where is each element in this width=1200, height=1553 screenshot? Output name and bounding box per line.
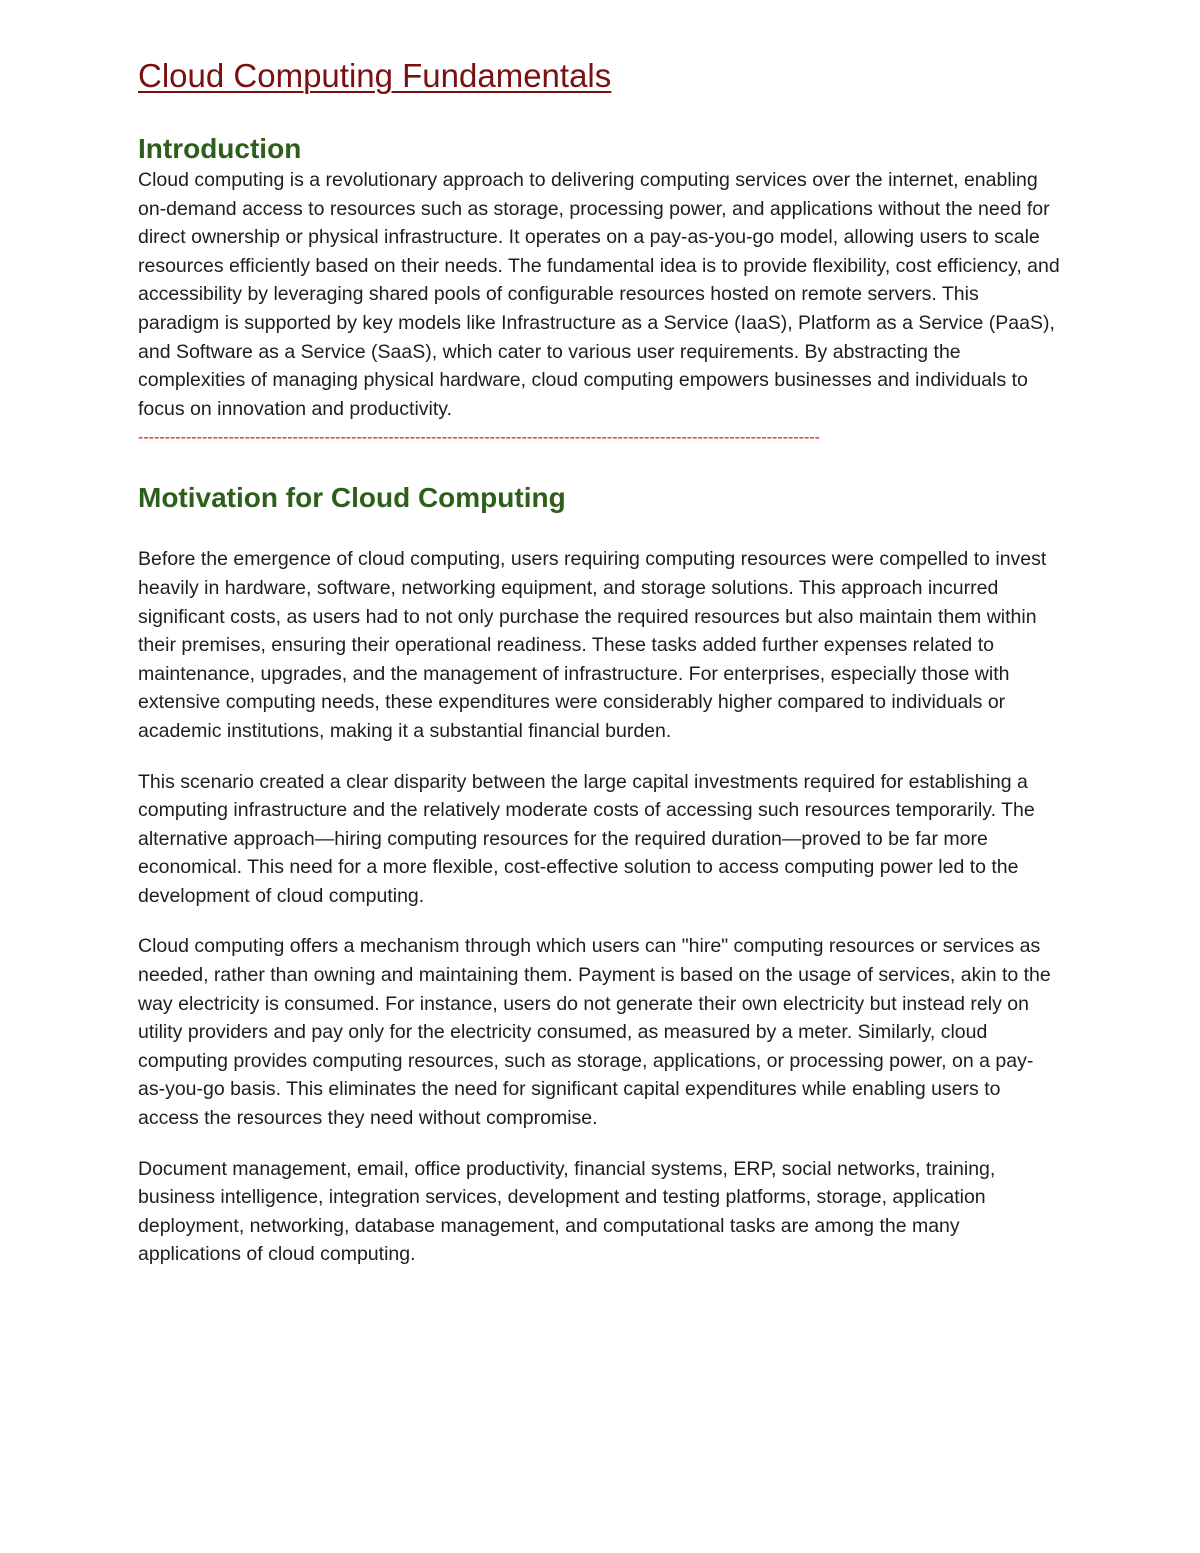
section-divider: -------------------------------------------------------------------------------------------------------------------------------- bbox=[138, 429, 820, 447]
motivation-heading: Motivation for Cloud Computing bbox=[138, 482, 566, 514]
motivation-paragraph-1: Before the emergence of cloud computing, users requiring computing resources were compelled to invest heavily in hardware, software, networking equipment, and storage solutions. This approach incurred significant costs, as users had to not only purchase the required resources but also maintain them within their premises, ensuring their operational readiness. These tasks added further expenses related to maintenance, upgrades, and the management of infrastructure. For enterprises, especially those with extensive computing needs, these expenditures were considerably higher compared to individuals or academic institutions, making it a substantial financial burden. bbox=[138, 548, 1047, 742]
motivation-paragraph-4: Document management, email, office productivity, financial systems, ERP, social networks, training, business intelligence, integration services, development and testing platforms, storage, application deployment, networking, database management, and computational tasks are among the many applications of cloud computing. bbox=[138, 1157, 996, 1266]
introduction-paragraph: Cloud computing is a revolutionary approach to delivering computing services over the internet, enabling on-demand access to resources such as storage, processing power, and applications without the need for direct ownership or physical infrastructure. It operates on a pay-as-you-go model, allowing users to scale resources efficiently based on their needs. The fundamental idea is to provide flexibility, cost efficiency, and accessibility by leveraging shared pools of configurable resources hosted on remote servers. This paradigm is supported by key models like Infrastructure as a Service (IaaS), Platform as a Service (PaaS), and Software as a Service (SaaS), which cater to various user requirements. By abstracting the complexities of managing physical hardware, cloud computing empowers businesses and individuals to focus on innovation and productivity. bbox=[138, 169, 1060, 420]
introduction-heading: Introduction bbox=[138, 133, 302, 164]
motivation-paragraph-3: Cloud computing offers a mechanism through which users can "hire" computing resources or services as needed, rather than owning and maintaining them. Payment is based on the usage of services, akin to the way electricity is consumed. For instance, users do not generate their own electricity but instead rely on utility providers and pay only for the electricity consumed, as measured by a meter. Similarly, cloud computing provides computing resources, such as storage, applications, or processing power, on a pay-as-you-go basis. This eliminates the need for significant capital expenditures while enabling users to access the resources they need without compromise. bbox=[138, 935, 1051, 1130]
introduction-section bbox=[138, 132, 1060, 423]
motivation-section bbox=[138, 481, 1060, 1269]
motivation-paragraph-2: This scenario created a clear disparity between the large capital investments required for establishing a computing infrastructure and the relatively moderate costs of accessing such resources temporarily. The alternative approach—hiring computing resources for the required duration—proved to be far more economical. This need for a more flexible, cost-effective solution to access computing power led to the development of cloud computing. bbox=[138, 770, 1035, 907]
document-page bbox=[138, 56, 1060, 1291]
document-title: Cloud Computing Fundamentals bbox=[138, 57, 612, 94]
